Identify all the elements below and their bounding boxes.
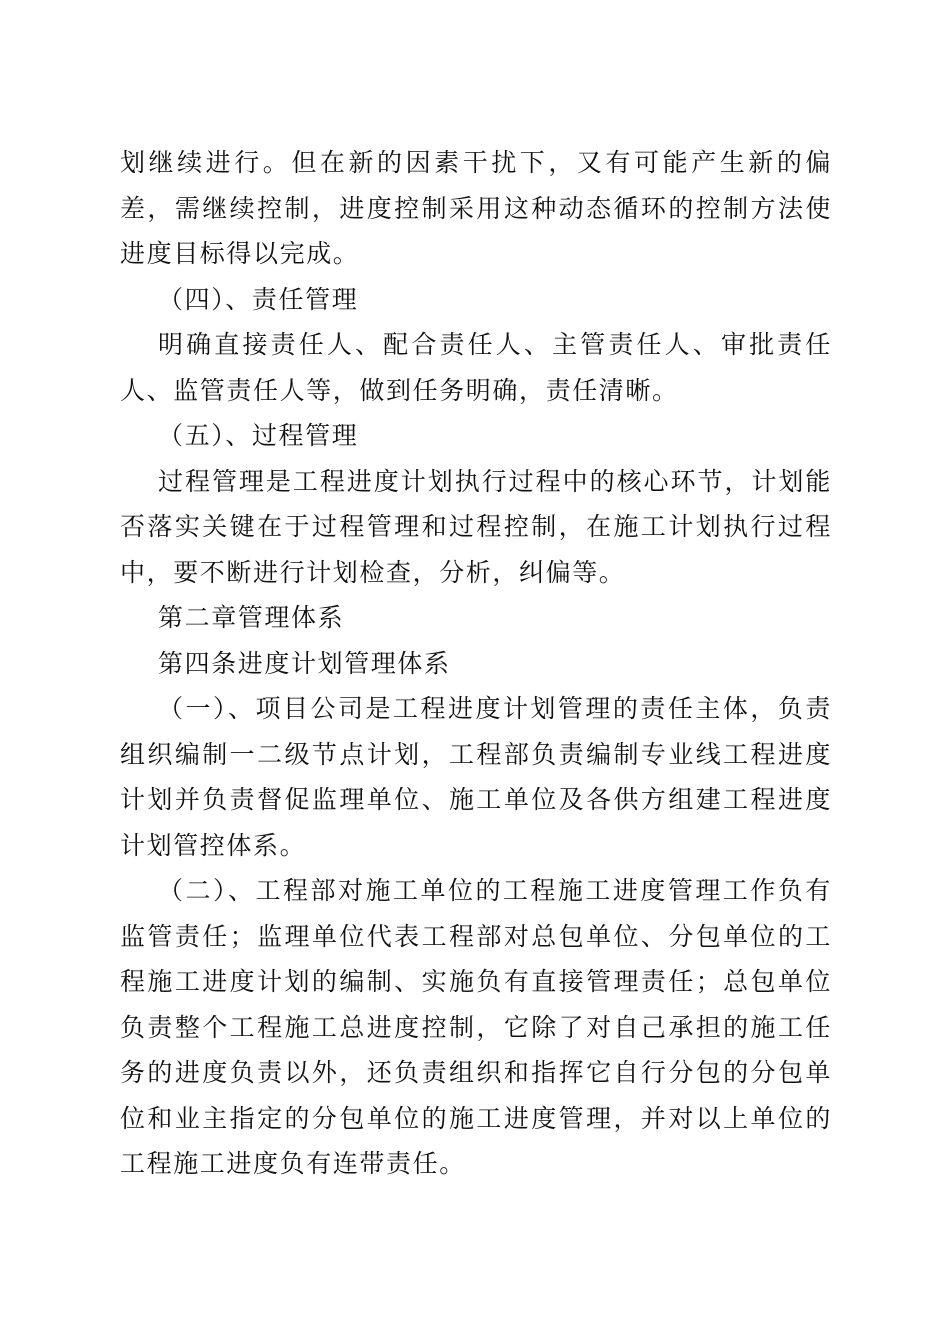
paragraph-item-1: （一）、项目公司是工程进度计划管理的责任主体，负责组织编制一二级节点计划，工程部负责编制专业线工程进度计划并负责督促监理单位、施工单位及各供方组建工程进度计划管控体系。 <box>120 694 832 860</box>
paragraph-process: 过程管理是工程进度计划执行过程中的核心环节，计划能否落实关键在于过程管理和过程控制，在施工计划执行过程中，要不断进行计划检查，分析，纠偏等。 <box>120 466 832 587</box>
paragraph-responsibility: 明确直接责任人、配合责任人、主管责任人、审批责任人、监管责任人等，做到任务明确，责任清晰。 <box>120 330 832 405</box>
section-heading-process: （五）、过程管理 <box>158 421 359 450</box>
section-heading-responsibility: （四）、责任管理 <box>158 284 359 314</box>
article-heading: 第四条进度计划管理体系 <box>158 648 451 678</box>
chapter-heading: 第二章管理体系 <box>158 603 345 632</box>
paragraph-item-2: （二）、工程部对施工单位的工程施工进度管理工作负有监管责任；监理单位代表工程部对总包单位、分包单位的工程施工进度计划的编制、实施负有直接管理责任；总包单位负责整个工程施工总进度控制，它除了对自己承担的施工任务的进度负责以外，还负责组织和指挥它自行分包的分包单位和业主指定的分包单位的施工进度管理，并对以上单位的工程施工进度负有连带责任。 <box>120 876 832 1178</box>
paragraph-continuation: 划继续进行。但在新的因素干扰下，又有可能产生新的偏差，需继续控制，进度控制采用这种动态循环的控制方法使进度目标得以完成。 <box>120 148 832 268</box>
document-body <box>120 140 832 1187</box>
